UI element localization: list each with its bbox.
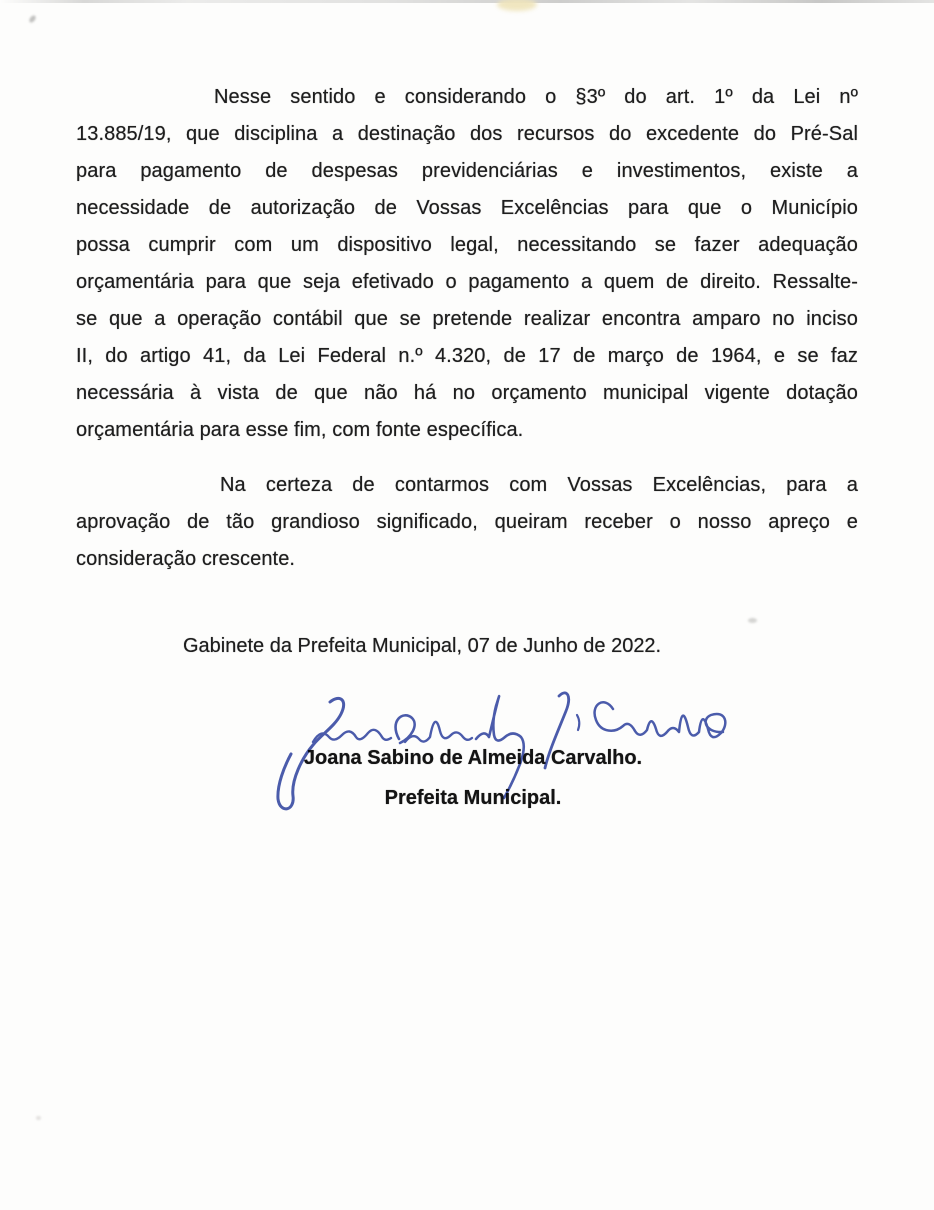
handwritten-signature — [258, 688, 728, 818]
scan-speck-artifact — [748, 618, 757, 623]
signatory-name: Joana Sabino de Almeida Carvalho. — [303, 747, 643, 769]
body-line: possa cumprir com um dispositivo legal, necessitando se fazer adequação — [76, 234, 858, 256]
scan-speck-artifact — [36, 1116, 41, 1120]
signatory-title: Prefeita Municipal. — [384, 787, 562, 809]
body-line: orçamentária para esse fim, com fonte específica. — [76, 419, 524, 441]
body-line: para pagamento de despesas previdenciárias e investimentos, existe a — [76, 160, 858, 182]
body-line: orçamentária para que seja efetivado o pagamento a quem de direito. Ressalte- — [76, 271, 858, 293]
body-line: Nesse sentido e considerando o §3º do art. 1º da Lei nº — [214, 86, 858, 108]
body-line: aprovação de tão grandioso significado, queiram receber o nosso apreço e — [76, 511, 858, 533]
body-line: necessidade de autorização de Vossas Excelências para que o Município — [76, 197, 858, 219]
body-line: necessária à vista de que não há no orçamento municipal vigente dotação — [76, 382, 858, 404]
paragraph-body — [76, 79, 858, 449]
scan-smudge-artifact — [497, 0, 537, 11]
signature-ink-strokes — [278, 693, 725, 809]
body-line: II, do artigo 41, da Lei Federal n.º 4.320, de 17 de março de 1964, e se faz — [76, 345, 858, 367]
scan-speck-artifact — [28, 14, 37, 23]
paragraph-body — [76, 467, 858, 578]
body-line: consideração crescente. — [76, 548, 296, 570]
dateline: Gabinete da Prefeita Municipal, 07 de Junho de 2022. — [183, 635, 662, 657]
body-line: 13.885/19, que disciplina a destinação dos recursos do excedente do Pré-Sal — [76, 123, 858, 145]
scan-edge-artifact — [0, 0, 934, 3]
body-line: Na certeza de contarmos com Vossas Excelências, para a — [220, 474, 858, 496]
body-line: se que a operação contábil que se pretende realizar encontra amparo no inciso — [76, 308, 858, 330]
